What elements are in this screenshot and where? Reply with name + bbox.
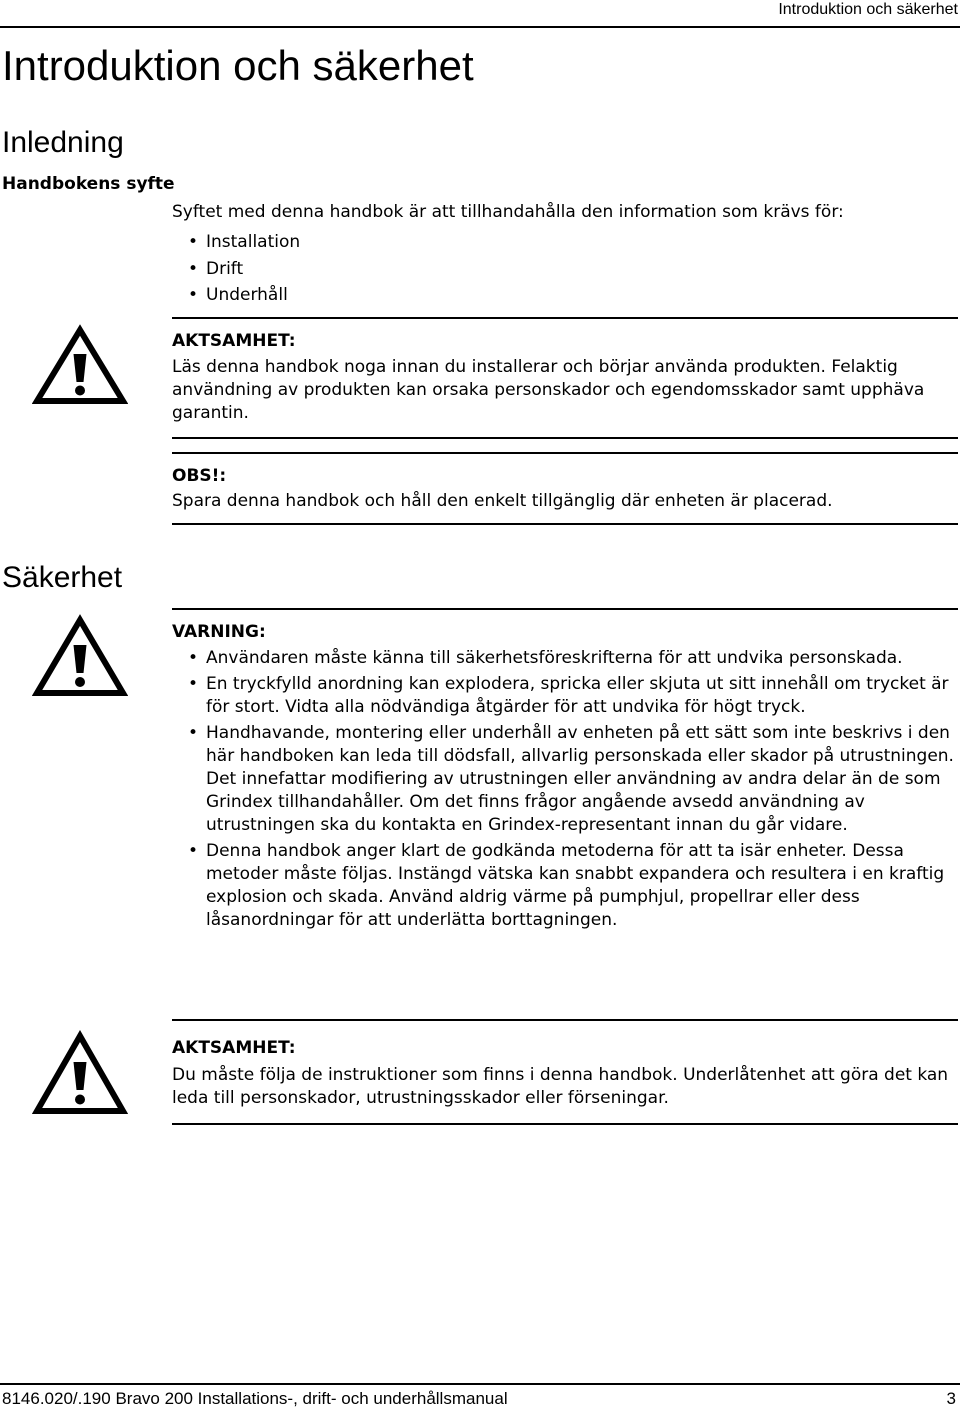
note-text: Spara denna handbok och håll den enkelt tillgänglig där enheten är placerad. [172, 491, 833, 511]
caution-label: AKTSAMHET: [172, 1038, 296, 1058]
purpose-lead: Syftet med denna handbok är att tillhandahålla den information som krävs för: [172, 202, 844, 222]
warning-label: VARNING: [172, 622, 266, 642]
list-item: • En tryckfylld anordning kan explodera, spricka eller skjuta ut sitt innehåll om trycket är för stort. Vidta alla nödvändiga åtgärder för att undvika för högt tryck. [172, 673, 958, 719]
caution-rule-top [172, 317, 958, 319]
caution-rule-bottom [172, 1123, 958, 1125]
footer-document-title: 8146.020/.190 Bravo 200 Installations-, drift- och underhållsmanual [2, 1389, 508, 1408]
list-item: • Denna handbok anger klart de godkända metoderna för att ta isär enheter. Dessa metoder måste följas. Instängd vätska kan snabbt expandera och resultera i en kraftig explosion och skada. Använd aldrig värme på pumphjul, propellrar eller dess låsanordningar för att underlätta borttagningen. [172, 840, 958, 932]
section-heading-inledning: Inledning [2, 126, 124, 159]
list-item: • Drift [172, 256, 952, 283]
caution-text: Du måste följa de instruktioner som finns i denna handbok. Underlåtenhet att göra det kan leda till personskador, utrustningsskador eller förseningar. [172, 1065, 949, 1108]
caution-text: Läs denna handbok noga innan du installerar och börjar använda produkten. Felaktig användning av produkten kan orsaka personskador och egendomsskador samt upphäva garantin. [172, 357, 925, 423]
list-item: • Användaren måste känna till säkerhetsföreskrifterna för att undvika personskada. [172, 647, 958, 670]
caution-label: AKTSAMHET: [172, 331, 296, 351]
page-number: 3 [946, 1389, 956, 1408]
purpose-list [172, 229, 952, 309]
footer-rule [0, 1383, 960, 1385]
note-rule-top [172, 452, 958, 454]
subheading-handbokens-syfte: Handbokens syfte [2, 174, 175, 194]
warning-triangle-icon [32, 614, 128, 698]
warning-triangle-icon [32, 324, 128, 406]
caution-rule-bottom [172, 437, 958, 439]
warning-rule-top [172, 608, 958, 610]
warning-rule-bottom [172, 1019, 958, 1021]
warning-list [172, 647, 958, 932]
running-header: Introduktion och säkerhet [778, 1, 958, 18]
section-heading-sakerhet: Säkerhet [2, 561, 123, 594]
header-rule [0, 26, 960, 28]
note-label: OBS!: [172, 466, 227, 486]
note-rule-bottom [172, 523, 958, 525]
list-item: • Installation [172, 229, 952, 256]
list-item: • Handhavande, montering eller underhåll av enheten på ett sätt som inte beskrivs i den här handboken kan leda till dödsfall, allvarlig personskada eller skador på utrustningen. Det innefattar modifiering av utrustningen eller användning av andra delar än de som Grindex tillhandahåller. Om det finns frågor angående avsedd användning av utrustningen ska du kontakta en Grindex-representant innan du går vidare. [172, 722, 958, 837]
page-title: Introduktion och säkerhet [2, 42, 474, 89]
list-item: • Underhåll [172, 282, 952, 309]
warning-triangle-icon [32, 1030, 128, 1116]
